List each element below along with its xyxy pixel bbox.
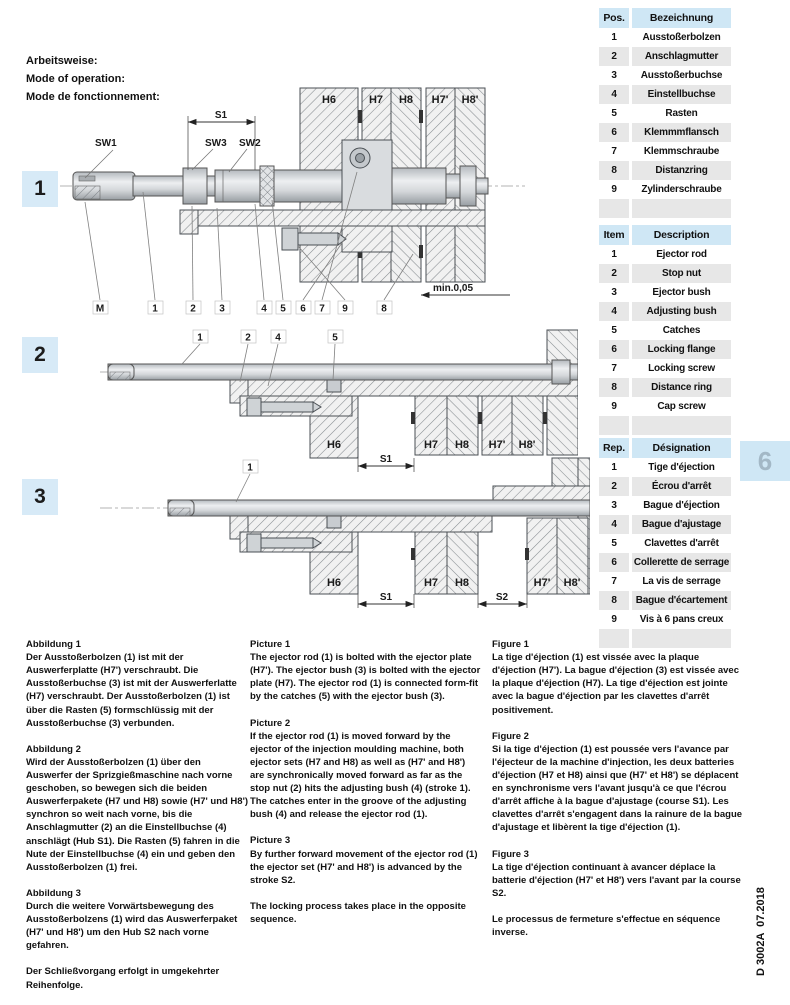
fig1-sw1-label: SW1 xyxy=(95,138,117,149)
heading-line-en: Mode of operation: xyxy=(26,72,125,85)
fig1-plate-h8: H8 xyxy=(398,94,414,106)
text-block-body: Der Ausstoßerbolzen (1) ist mit der Auswerferplatte (H7') verschraubt. Die Ausstoßerbuchse (3) ist mit der Auswerferlatte (H7) verschraubt. Der Ausstoßerbolzen (1) ist über die Rasten (5) formschlüssig mit der Ausstoßerbuchse (3) verbunden. xyxy=(26,652,237,729)
fig2-plate-h6: H6 xyxy=(326,439,342,451)
fig1-leader-labels xyxy=(93,301,392,315)
parts-table-english xyxy=(599,225,731,435)
text-block-body: La tige d'éjection continuant à avancer déplace la batterie d'éjection (H7' et H8') vers l'avant par la course S2. xyxy=(492,861,741,899)
table-row: 5 Clavettes d'arrêt xyxy=(599,534,731,553)
table-row: 4 Bague d'ajustage xyxy=(599,515,731,534)
text-block-body: La tige d'éjection (1) est vissée avec la plaque d'éjection (H7'). La bague d'éjection (3) est vissée avec la plaque d'éjection (H7). La tige d'éjection est jointe avec la bague d'éjection par les clavettes d'arrêt positivement. xyxy=(492,652,739,716)
text-block-title: Figure 3 xyxy=(492,848,529,860)
table-row: 7 Klemmschraube xyxy=(599,142,731,161)
parts-table-french xyxy=(599,438,731,648)
fig2-plate-h7: H7 xyxy=(423,439,439,451)
fig2-leader-labels xyxy=(193,330,343,344)
fig1-leader-9: 9 xyxy=(342,303,348,315)
fig1-leader-m: M xyxy=(95,303,105,315)
fig1-leader-6: 6 xyxy=(300,303,306,315)
fig3-plate-h8: H8 xyxy=(454,577,470,589)
col-header-designation: Désignation xyxy=(631,438,732,458)
text-block-body: Wird der Ausstoßerbolzen (1) über den Auswerfer der Sprizgießmaschine nach vorne geschoben, so bewegen sich die beiden Auswerferpakete (H7 und H8) sowie (H7' und H8') synchron so weit nach vorne, bis die Anschlagmutter (2) an die Einstellbuchse (4) anschlägt (Hub S1). Die Rasten (5) fahren in die Nute der Einstellbuchse (4) ein und geben den Ausstoßerbolzen (1) frei. xyxy=(26,756,249,873)
text-block xyxy=(492,913,744,939)
fig2-s1-label: S1 xyxy=(379,454,393,465)
col-header-pos: Pos. xyxy=(599,8,631,28)
fig1-min-gap-label: min.0,05 xyxy=(433,283,474,294)
fig1-sw2-label: SW2 xyxy=(239,138,261,149)
table-row: 5 Rasten xyxy=(599,104,731,123)
fig2-leader-5: 5 xyxy=(332,332,338,344)
empty-row xyxy=(599,416,731,435)
text-block xyxy=(250,900,482,926)
fig3-plate-h8p: H8' xyxy=(563,577,581,589)
table-row: 2 Anschlagmutter xyxy=(599,47,731,66)
fig2-ejector-rod xyxy=(100,360,578,384)
fig3-s2-label: S2 xyxy=(495,592,509,603)
fig3-leader-1: 1 xyxy=(247,462,253,474)
text-column-french xyxy=(492,638,744,952)
table-row: 4 Adjusting bush xyxy=(599,302,731,321)
figure-3-badge: 3 xyxy=(22,479,58,515)
fig2-leader-4: 4 xyxy=(275,332,281,344)
fig1-sw3-label: SW3 xyxy=(205,138,227,149)
empty-row xyxy=(599,199,731,218)
table-row: 8 Bague d'écartement xyxy=(599,591,731,610)
text-column-german xyxy=(26,638,248,1005)
text-block-body: Le processus de fermeture s'effectue en séquence inverse. xyxy=(492,913,721,939)
table-row: 5 Catches xyxy=(599,321,731,340)
table-row: 1 Ejector rod xyxy=(599,245,731,264)
text-block-body: Durch die weitere Vorwärtsbewegung des Ausstoßerbolzens (1) wird das Auswerferpaket (H7' und H8') um den Hub S2 nach vorne gefahren. xyxy=(26,900,238,952)
fig1-plate-h8p: H8' xyxy=(461,94,479,106)
table-row: 2 Écrou d'arrêt xyxy=(599,477,731,496)
fig3-plate-h7p: H7' xyxy=(533,577,551,589)
text-block xyxy=(250,834,482,886)
col-header-item: Item xyxy=(599,225,631,245)
text-block-body: Si la tige d'éjection (1) est poussée vers l'avance par l'éjecteur de la machine d'injection, les deux batteries d'éjection (H7 et H8) ainsi que (H7' et H8') se déplacent en synchronisme vers l'avant jusqu'à ce que l'écrou d'arrêt affiche à la bague d'ajustage (course S1). Les clavettes d'arrêt s'engagent dans la rainure de la bague d'ajustage et libèrent la tige d'éjection (1). xyxy=(492,743,743,834)
fig3-s1-label: S1 xyxy=(379,592,393,603)
text-block xyxy=(26,965,248,991)
text-block-title: Picture 3 xyxy=(250,835,291,847)
fig1-s1-label: S1 xyxy=(214,110,228,121)
table-header-row xyxy=(599,225,731,245)
fig3-dimension-s1 xyxy=(358,592,414,608)
table-row: 1 Ausstoßerbolzen xyxy=(599,28,731,47)
text-block xyxy=(250,717,482,822)
table-row: 1 Tige d'éjection xyxy=(599,458,731,477)
figure-1-drawing xyxy=(55,82,590,330)
table-row: 6 Klemmmflansch xyxy=(599,123,731,142)
table-row: 8 Distance ring xyxy=(599,378,731,397)
text-block-body: The ejector rod (1) is bolted with the ejector plate (H7'). The ejector bush (3) is bolted with the ejector plate (H7). The ejector rod (1) is connected form-fit by the catches (5) with the ejector bush (3). xyxy=(250,652,481,703)
table-row: 9 Vis à 6 pans creux xyxy=(599,610,731,629)
table-row: 9 Cap screw xyxy=(599,397,731,416)
col-header-rep: Rep. xyxy=(599,438,631,458)
table-row: 4 Einstellbuchse xyxy=(599,85,731,104)
table-row: 7 Locking screw xyxy=(599,359,731,378)
fig3-dimension-s2 xyxy=(478,592,527,608)
text-block-title: Picture 1 xyxy=(250,639,291,650)
section-tab-6: 6 xyxy=(740,441,790,481)
text-column-english xyxy=(250,638,482,939)
fig3-plate-h7: H7 xyxy=(423,577,439,589)
col-header-bezeichnung: Bezeichnung xyxy=(631,8,732,28)
text-block-body: By further forward movement of the ejector rod (1) the ejector set (H7' and H8') is advanced by the stroke S2. xyxy=(250,848,478,886)
fig1-leader-2: 2 xyxy=(190,303,196,315)
fig2-plate-h8: H8 xyxy=(454,439,470,451)
text-block-title: Abbildung 2 xyxy=(26,743,81,755)
figure-2-drawing xyxy=(100,328,578,476)
figure-3-drawing xyxy=(100,456,590,624)
text-block xyxy=(492,638,744,717)
fig1-min-gap-dimension xyxy=(421,283,510,295)
heading-line-de: Arbeitsweise: xyxy=(26,55,98,67)
col-header-description: Description xyxy=(631,225,732,245)
text-block-title: Abbildung 1 xyxy=(26,639,81,650)
table-row: 8 Distanzring xyxy=(599,161,731,180)
figure-2-badge: 2 xyxy=(22,337,58,373)
text-block xyxy=(26,887,248,953)
text-block xyxy=(26,743,248,874)
table-header-row xyxy=(599,8,731,28)
table-row: 6 Collerette de serrage xyxy=(599,553,731,572)
fig2-plate-h7p: H7' xyxy=(488,439,506,451)
table-row: 6 Locking flange xyxy=(599,340,731,359)
text-block-body: If the ejector rod (1) is moved forward by the ejector of the injection moulding machine, both ejector sets (H7 and H8) as well as (H7' and H8') are synchronically moved forward as far as the stop nut (2) hits the adjusting bush (4) (stroke 1). The catches enter in the groove of the adjusting bush (4) and release the ejector rod (1). xyxy=(250,730,471,821)
parts-table-german xyxy=(599,8,731,218)
heading-line-fr: Mode de fonctionnement: xyxy=(26,90,160,103)
text-block-title: Figure 1 xyxy=(492,639,529,650)
figure-1-badge: 1 xyxy=(22,171,58,207)
text-block-title: Abbildung 3 xyxy=(26,887,81,899)
fig1-plate-h7p: H7' xyxy=(431,94,449,106)
text-block xyxy=(492,848,744,900)
table-row: 3 Ejector bush xyxy=(599,283,731,302)
fig1-leader-1: 1 xyxy=(152,303,158,315)
fig1-leader-5: 5 xyxy=(280,303,286,315)
fig1-plate-h6: H6 xyxy=(321,94,337,106)
text-block-body: The locking process takes place in the opposite sequence. xyxy=(250,900,466,925)
table-header-row xyxy=(599,438,731,458)
fig3-ejector-rod xyxy=(100,500,590,516)
text-block xyxy=(492,730,744,835)
fig3-leader xyxy=(236,460,258,502)
fig1-plate-h7: H7 xyxy=(368,94,384,106)
text-block xyxy=(26,638,248,730)
fig2-plate-h8p: H8' xyxy=(518,439,536,451)
table-row: 2 Stop nut xyxy=(599,264,731,283)
fig1-leader-8: 8 xyxy=(381,303,387,315)
fig3-plate-h6: H6 xyxy=(326,577,342,589)
text-block-title: Picture 2 xyxy=(250,717,291,729)
table-row: 3 Bague d'éjection xyxy=(599,496,731,515)
text-block-body: Der Schließvorgang erfolgt in umgekehrter Reihenfolge. xyxy=(26,966,220,991)
fig2-leader-1: 1 xyxy=(197,332,203,344)
fig1-leader-7: 7 xyxy=(319,303,325,315)
table-row: 3 Ausstoßerbuchse xyxy=(599,66,731,85)
text-block xyxy=(250,638,482,704)
fig1-leader-4: 4 xyxy=(261,303,267,315)
fig2-leader-2: 2 xyxy=(245,332,251,344)
text-block-title: Figure 2 xyxy=(492,730,529,742)
table-row: 7 La vis de serrage xyxy=(599,572,731,591)
table-row: 9 Zylinderschraube xyxy=(599,180,731,199)
document-number: D 3002A 07.2018 xyxy=(755,887,767,976)
fig1-leader-3: 3 xyxy=(219,303,225,315)
